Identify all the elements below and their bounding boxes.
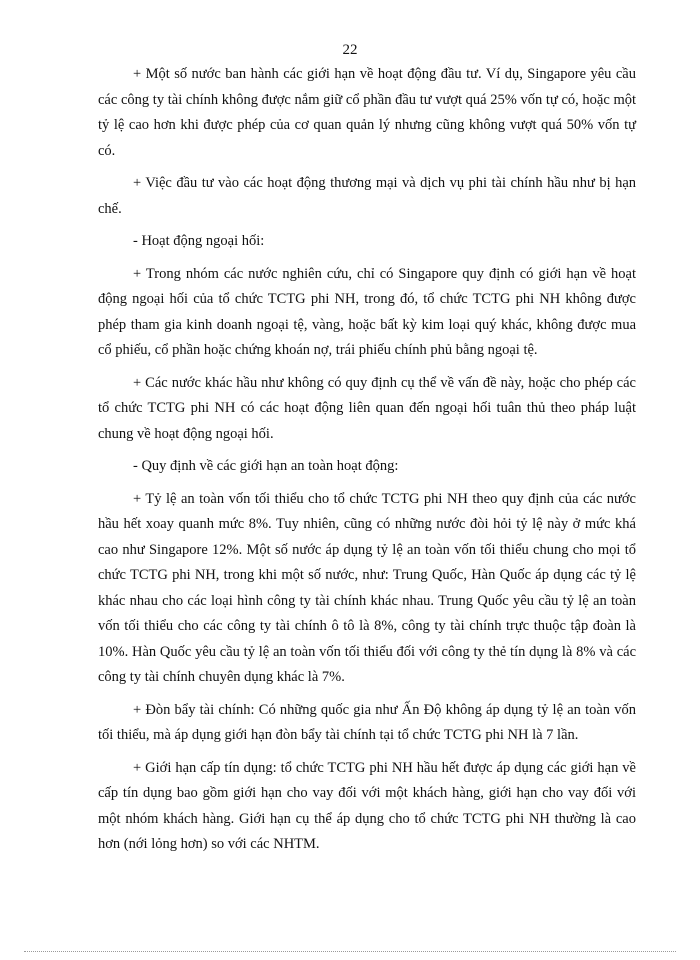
paragraph-other-countries-fx: + Các nước khác hầu như không có quy định cụ thể về vấn đề này, hoặc cho phép các tổ chức TCTG phi NH có các hoạt động liên quan đến ngoại hối tuân thủ theo pháp luật chung về hoạt động ngoại hối. [98,374,636,442]
paragraph-capital-adequacy: + Tỷ lệ an toàn vốn tối thiểu cho tổ chức TCTG phi NH theo quy định của các nước hầu hết xoay quanh mức 8%. Tuy nhiên, cũng có những nước đòi hỏi tỷ lệ này ở mức khá cao như Singapore 12%. Một số nước áp dụng tỷ lệ an toàn vốn tối thiểu chung cho mọi tổ chức TCTG phi NH, trong khi một số nước, như: Trung Quốc, Hàn Quốc áp dụng các tỷ lệ khác nhau cho các loại hình công ty tài chính khác nhau. Trung Quốc yêu cầu tỷ lệ an toàn vốn tối thiểu cho các công ty tài chính ô tô là 8%, công ty tài chính trực thuộc tập đoàn là 10%. Hàn Quốc yêu cầu tỷ lệ an toàn vốn tối thiểu đối với công ty thẻ tín dụng là 8% và các công ty tài chính chuyên dụng khác là 7%. [98,490,636,685]
heading-foreign-exchange: - Hoạt động ngoại hối: [133,233,265,249]
document-body [98,62,636,858]
heading-safety-limits: - Quy định về các giới hạn an toàn hoạt động: [133,458,399,474]
paragraph-non-financial-investment: + Việc đầu tư vào các hoạt động thương mại và dịch vụ phi tài chính hầu như bị hạn chế. [98,175,636,217]
paragraph-financial-leverage: + Đòn bẩy tài chính: Có những quốc gia như Ấn Độ không áp dụng tỷ lệ an toàn vốn tối thiểu, mà áp dụng giới hạn đòn bẩy tài chính tại tổ chức TCTG phi NH là 7 lần. [98,701,636,743]
paragraph-singapore-fx-rules: + Trong nhóm các nước nghiên cứu, chỉ có Singapore quy định có giới hạn về hoạt động ngoại hối của tổ chức TCTG phi NH, trong đó, tổ chức TCTG phi NH không được phép tham gia kinh doanh ngoại tệ, vàng, hoặc bất kỳ kim loại quý khác, không được mua cổ phiếu, cổ phần hoặc chứng khoán nợ, trái phiếu chính phủ bằng ngoại tệ. [98,265,636,358]
page-bottom-divider [24,951,676,952]
paragraph-credit-limits: + Giới hạn cấp tín dụng: tổ chức TCTG phi NH hầu hết được áp dụng các giới hạn về cấp tín dụng bao gồm giới hạn cho vay đối với một khách hàng, giới hạn cho vay đối với một nhóm khách hàng. Giới hạn cụ thể áp dụng cho tổ chức TCTG phi NH thường là cao hơn (nới lỏng hơn) so với các NHTM. [98,759,636,852]
page-number: 22 [342,42,358,58]
paragraph-investment-limits: + Một số nước ban hành các giới hạn về hoạt động đầu tư. Ví dụ, Singapore yêu cầu các công ty tài chính không được nắm giữ cổ phần đầu tư vượt quá 25% vốn tự có, hoặc một tỷ lệ cao hơn khi được phép của cơ quan quản lý nhưng cũng không vượt quá 50% vốn tự có. [98,66,636,159]
